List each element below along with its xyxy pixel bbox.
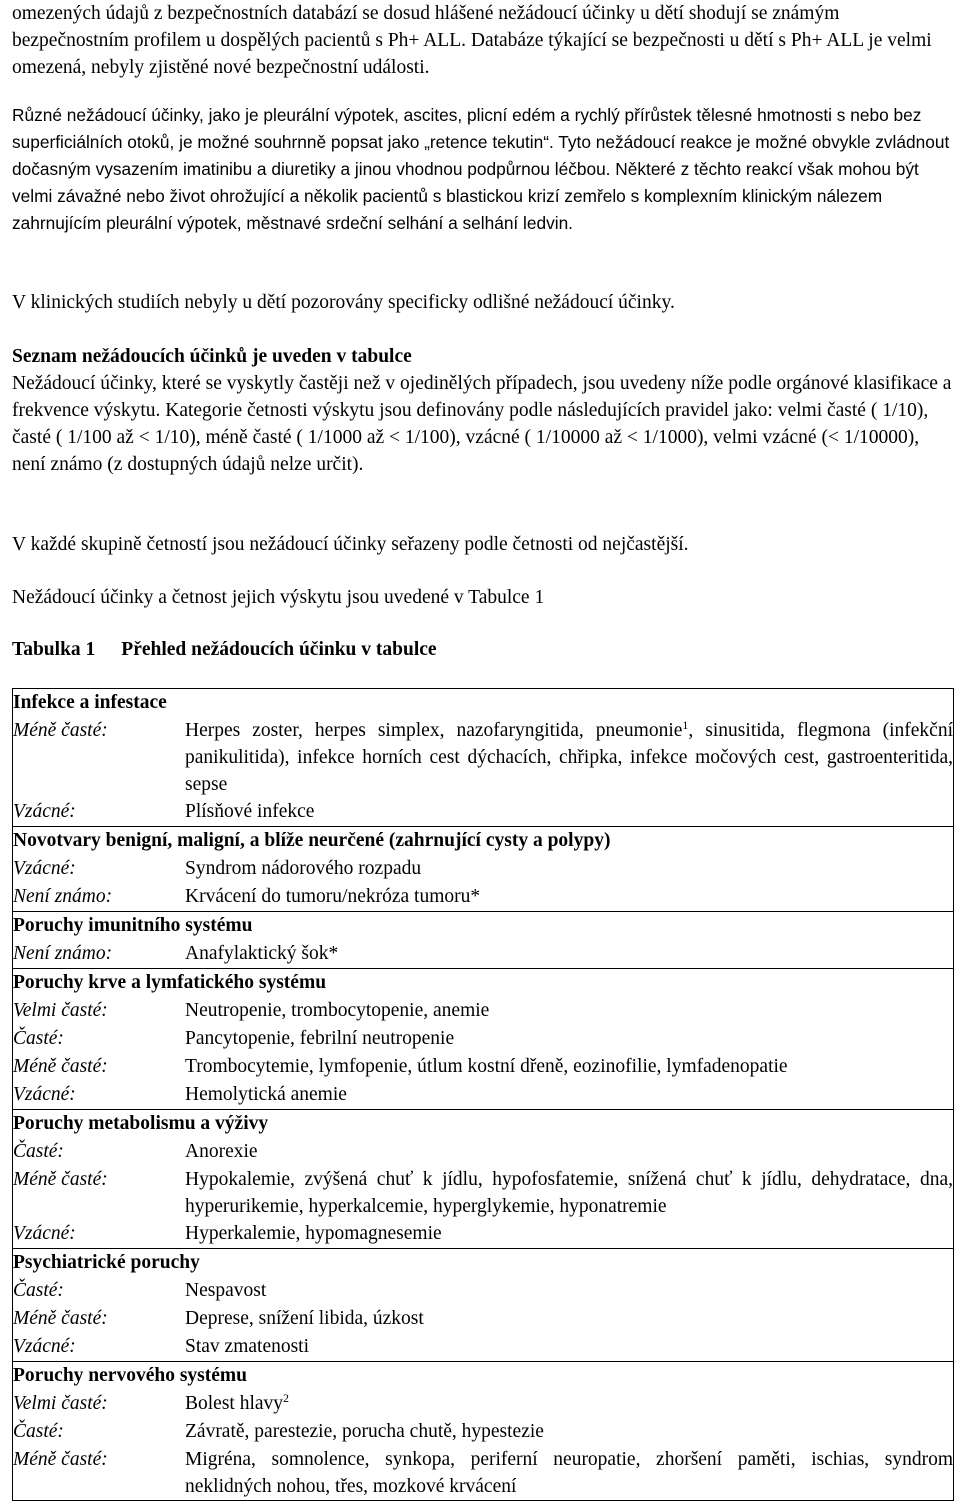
terms-cell	[185, 1220, 954, 1249]
table-soc-row	[13, 1249, 954, 1278]
footnote-marker: 2	[283, 1391, 290, 1405]
terms-cell	[185, 997, 954, 1025]
table-row	[13, 1305, 954, 1333]
terms-text: Deprese, snížení libida, úzkost	[185, 1308, 424, 1329]
frequency-cell: Vzácné:	[13, 858, 76, 879]
table-row	[13, 717, 954, 798]
terms-text-continued: , sinusitida, flegmona (infekční panikulitida), infekce horních cest dýchacích, chřipka, infekce močových cest, gastroenteritida, sepse	[185, 720, 954, 795]
terms-cell	[185, 1418, 954, 1446]
footnote-marker: 1	[682, 718, 689, 732]
soc-heading: Poruchy metabolismu a výživy	[13, 1110, 954, 1139]
terms-text: Neutropenie, trombocytopenie, anemie	[185, 1000, 490, 1021]
terms-cell	[185, 798, 954, 827]
table-row	[13, 1220, 954, 1249]
frequency-cell: Vzácné:	[13, 1336, 76, 1357]
frequency-cell: Časté:	[13, 1421, 64, 1442]
terms-cell	[185, 1166, 954, 1220]
terms-text: Hyperkalemie, hypomagnesemie	[185, 1223, 442, 1244]
terms-cell	[185, 1138, 954, 1166]
terms-text: Nespavost	[185, 1280, 267, 1301]
frequency-cell: Méně časté:	[13, 1056, 108, 1077]
table-soc-row	[13, 1110, 954, 1139]
table-row	[13, 883, 954, 912]
terms-cell	[185, 883, 954, 912]
terms-text: Stav zmatenosti	[185, 1336, 310, 1357]
terms-text: Hypokalemie, zvýšená chuť k jídlu, hypofosfatemie, snížená chuť k jídlu, dehydratace, dna, hyperurikemie, hyperkalcemie, hyperglykemie, hyponatremie	[185, 1169, 953, 1217]
table-row	[13, 940, 954, 969]
soc-heading: Novotvary benigní, maligní, a blíže neurčené (zahrnující cysty a polypy)	[13, 827, 954, 856]
frequency-cell: Není známo:	[13, 943, 113, 964]
table-title: Přehled nežádoucích účinku v tabulce	[121, 639, 437, 660]
terms-cell	[185, 1305, 954, 1333]
terms-text: Anorexie	[185, 1141, 258, 1162]
soc-heading: Psychiatrické poruchy	[13, 1249, 954, 1278]
frequency-cell: Vzácné:	[13, 1084, 76, 1105]
terms-text: Závratě, parestezie, porucha chutě, hypestezie	[185, 1421, 544, 1442]
table-soc-row	[13, 969, 954, 998]
terms-text: Pancytopenie, febrilní neutropenie	[185, 1028, 455, 1049]
table-row	[13, 1418, 954, 1446]
section-heading-list: Seznam nežádoucích účinků je uveden v tabulce	[12, 346, 412, 367]
paragraph-ordering: V každé skupině četností jsou nežádoucí účinky seřazeny podle četnosti od nejčastější.	[12, 534, 689, 555]
frequency-cell: Časté:	[13, 1028, 64, 1049]
terms-cell	[185, 1277, 954, 1305]
soc-heading: Infekce a infestace	[13, 692, 167, 713]
table-row	[13, 997, 954, 1025]
frequency-cell: Vzácné:	[13, 1223, 76, 1244]
frequency-cell: Méně časté:	[13, 1169, 108, 1190]
soc-heading: Poruchy nervového systému	[13, 1362, 954, 1391]
terms-text: Krvácení do tumoru/nekróza tumoru*	[185, 886, 481, 907]
table-row	[13, 1390, 954, 1418]
frequency-cell: Méně časté:	[13, 1308, 108, 1329]
terms-text: Syndrom nádorového rozpadu	[185, 858, 422, 879]
table-row	[13, 1333, 954, 1362]
frequency-cell: Velmi časté:	[13, 1000, 108, 1021]
terms-cell	[185, 1053, 954, 1081]
paragraph-frequency-definitions: Nežádoucí účinky, které se vyskytly častěji než v ojedinělých případech, jsou uvedeny níže podle orgánové klasifikace a frekvence výskytu. Kategorie četnosti výskytu jsou definovány podle následujících pravidel jako: velmi časté ( 1/10), časté ( 1/100 až < 1/10), méně časté ( 1/1000 až < 1/100), vzácné ( 1/10000 až < 1/1000), velmi vzácné (< 1/10000), není známo (z dostupných údajů nelze určit).	[12, 373, 952, 475]
frequency-cell: Vzácné:	[13, 801, 76, 822]
terms-text: Migréna, somnolence, synkopa, periferní neuropatie, zhoršení paměti, ischias, syndrom neklidných nohou, třes, mozkové krvácení	[185, 1449, 953, 1497]
terms-text: Plísňové infekce	[185, 801, 315, 822]
terms-cell	[185, 1025, 954, 1053]
table-soc-row	[13, 689, 954, 718]
table-caption	[12, 636, 437, 663]
frequency-cell: Časté:	[13, 1141, 64, 1162]
frequency-cell: Časté:	[13, 1280, 64, 1301]
terms-text: Trombocytemie, lymfopenie, útlum kostní dřeně, eozinofilie, lymfadenopatie	[185, 1056, 788, 1077]
paragraph-fluid-retention: Různé nežádoucí účinky, jako je pleurální výpotek, ascites, plicní edém a rychlý přírůstek tělesné hmotnosti s nebo bez superficiálních otoků, je možné souhrnně popsat jako „retence tekutin“. Tyto nežádoucí reakce je možné obvykle zvládnout dočasným vysazením imatinibu a diuretiky a jinou vhodnou podpůrnou léčbou. Některé z těchto reakcí však mohou být velmi závažné nebo život ohrožující a několik pacientů s blastickou krizí zemřelo s komplexním klinickým nálezem zahrnujícím pleurální výpotek, městnavé srdeční selhání a selhání ledvin.	[12, 105, 950, 233]
table-row	[13, 1277, 954, 1305]
table-row	[13, 1446, 954, 1501]
table-row	[13, 1166, 954, 1220]
paragraph-safety-database: omezených údajů z bezpečnostních databází se dosud hlášené nežádoucí účinky u dětí shodují se známým bezpečnostním profilem u dospělých pacientů s Ph+ ALL. Databáze týkající se bezpečnosti u dětí s Ph+ ALL je velmi omezená, nebyly zjistěné nové bezpečnostní události.	[12, 3, 932, 78]
table-number: Tabulka 1	[12, 639, 96, 660]
terms-cell	[185, 1333, 954, 1362]
terms-text: Hemolytická anemie	[185, 1084, 347, 1105]
frequency-cell: Není známo:	[13, 886, 113, 907]
table-row	[13, 1025, 954, 1053]
adverse-effects-table	[12, 688, 954, 1501]
table-row	[13, 1053, 954, 1081]
table-soc-row	[13, 827, 954, 856]
table-row	[13, 855, 954, 883]
terms-cell	[185, 717, 954, 798]
table-soc-row	[13, 1362, 954, 1391]
terms-text: Anafylaktický šok*	[185, 943, 339, 964]
table-row	[13, 798, 954, 827]
table-soc-row	[13, 912, 954, 941]
paragraph-children-studies: V klinických studiích nebyly u dětí pozorovány specificky odlišné nežádoucí účinky.	[12, 292, 675, 313]
table-row	[13, 1081, 954, 1110]
table-row	[13, 1138, 954, 1166]
terms-cell	[185, 855, 954, 883]
terms-cell	[185, 1446, 954, 1501]
frequency-cell: Velmi časté:	[13, 1393, 108, 1414]
terms-text: Bolest hlavy	[185, 1393, 284, 1414]
terms-cell	[185, 1390, 954, 1418]
terms-cell	[185, 940, 954, 969]
paragraph-table-reference: Nežádoucí účinky a četnost jejich výskytu jsou uvedené v Tabulce 1	[12, 587, 545, 608]
frequency-cell: Méně časté:	[13, 1449, 108, 1470]
terms-text: Herpes zoster, herpes simplex, nazofaryngitida, pneumonie	[185, 720, 683, 741]
terms-cell	[185, 1081, 954, 1110]
frequency-cell: Méně časté:	[13, 720, 108, 741]
soc-heading: Poruchy krve a lymfatického systému	[13, 969, 954, 998]
soc-heading: Poruchy imunitního systému	[13, 912, 954, 941]
